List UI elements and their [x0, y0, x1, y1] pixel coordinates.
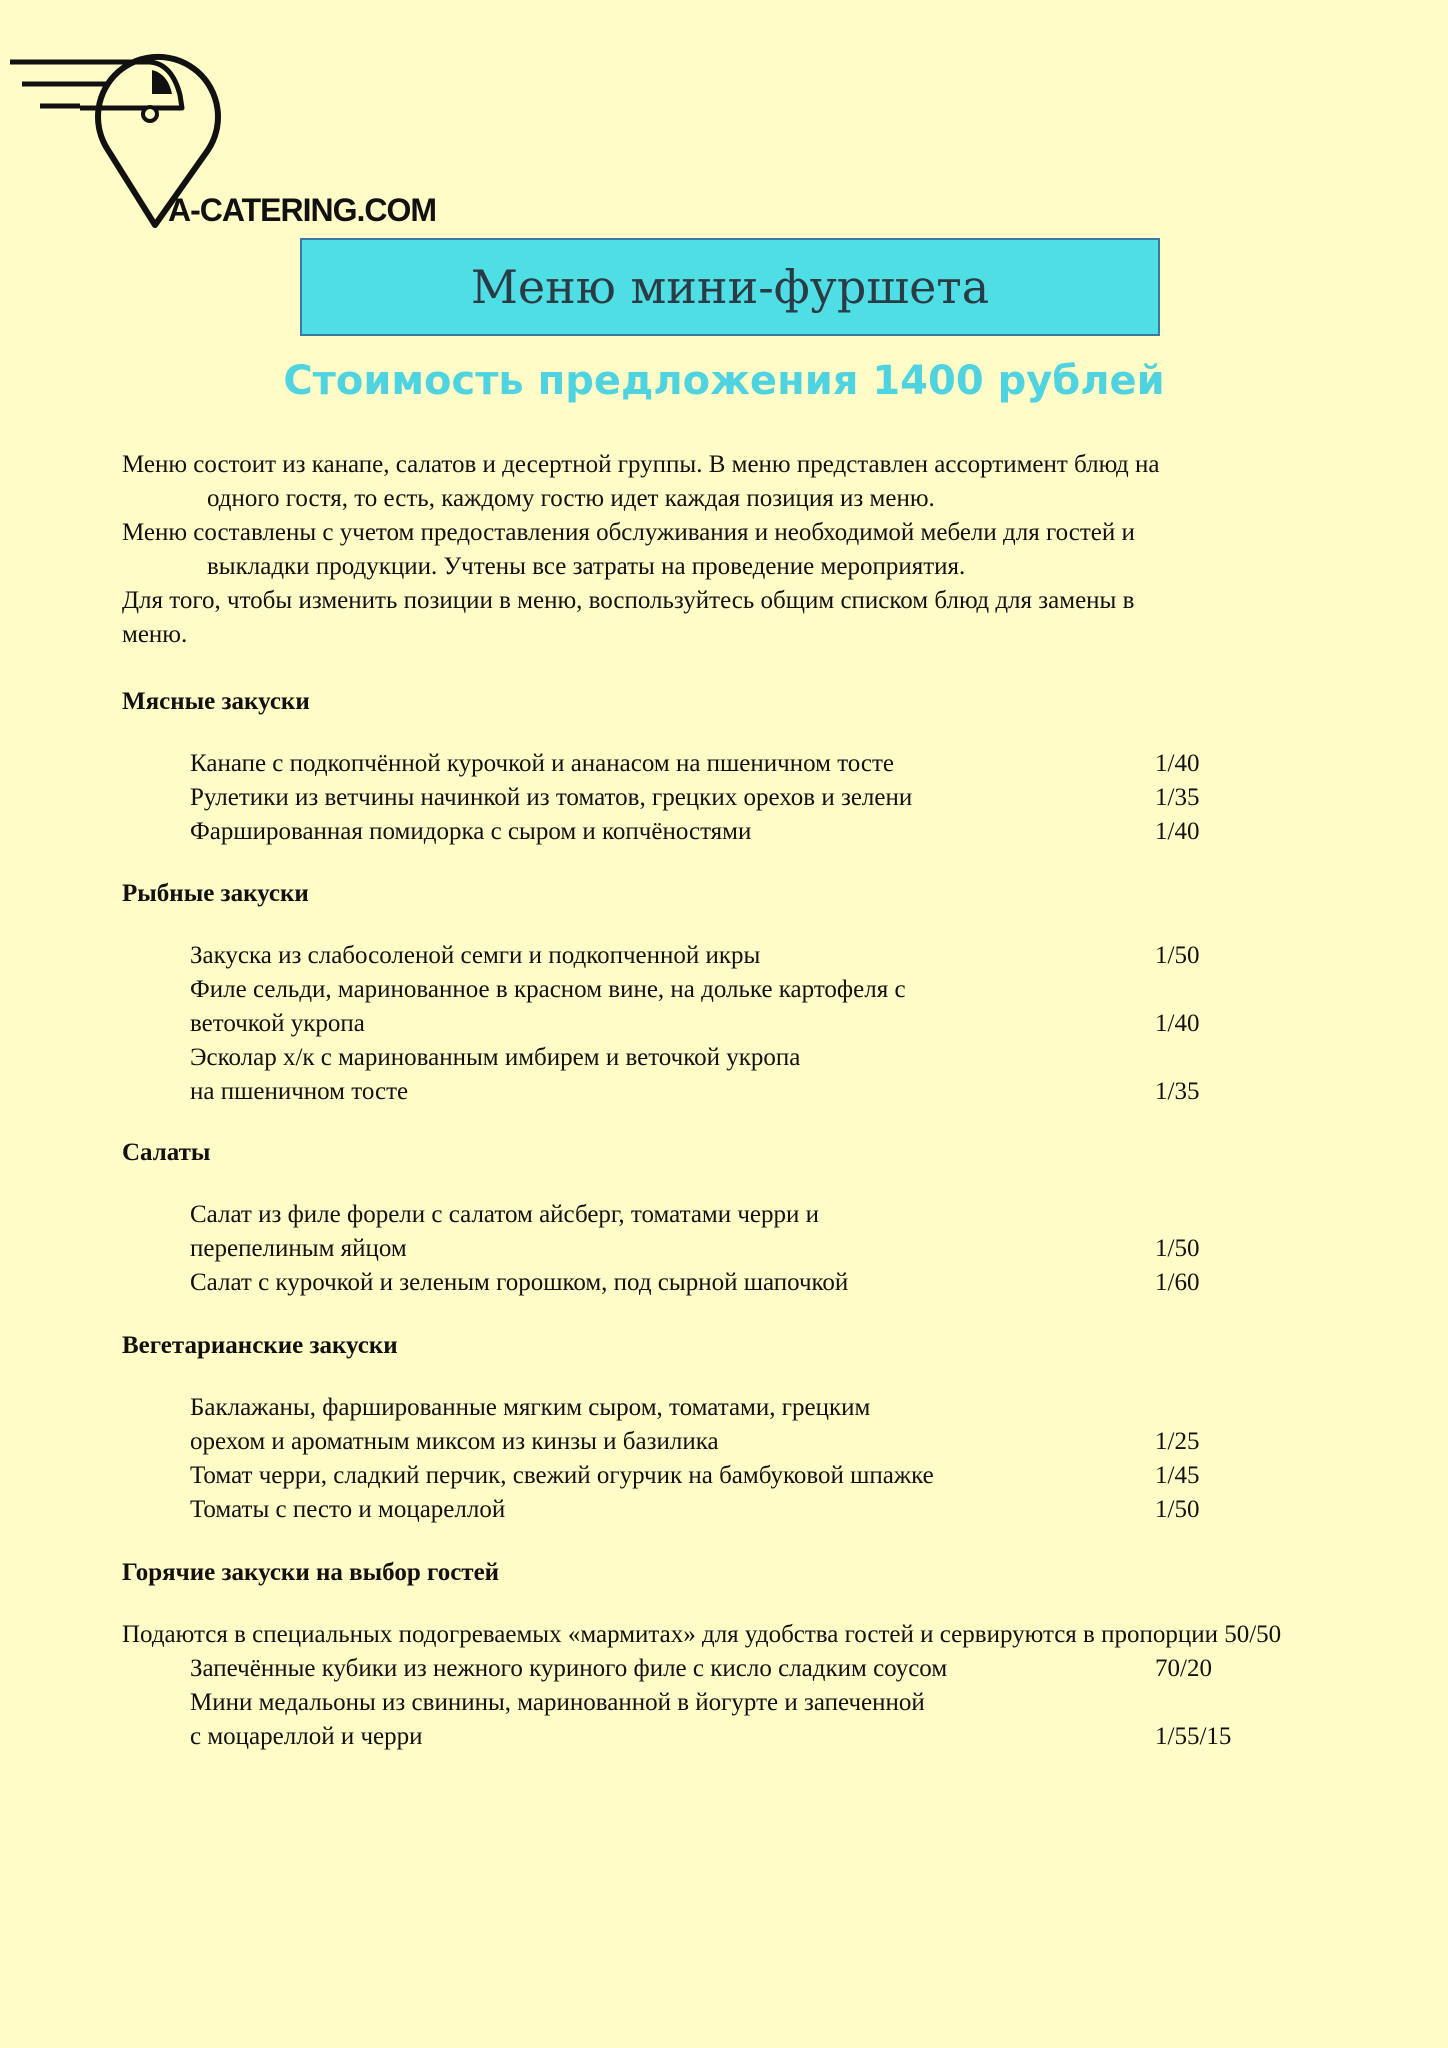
menu-title: Меню мини-фуршета [470, 260, 990, 314]
menu-item [190, 1686, 1302, 1754]
menu-item [190, 1391, 1302, 1459]
item-name: Закуска из слабосоленой семги и подкопченной икры [190, 942, 761, 969]
menu-item [190, 1652, 1302, 1686]
menu-item [190, 1198, 1302, 1266]
item-weight: 1/35 [1155, 784, 1200, 811]
item-list [122, 1391, 1302, 1527]
menu-item [190, 1493, 1302, 1527]
section-vegetarian [122, 1329, 1302, 1527]
item-weight: 1/50 [1155, 942, 1200, 969]
hot-description: Подаются в специальных подогреваемых «мармитах» для удобства гостей и сервируются в пропорции 50/50 [122, 1621, 1282, 1648]
menu-item [190, 973, 1302, 1041]
item-list [122, 747, 1302, 849]
intro-paragraph: Меню составлены с учетом предоставления обслуживания и необходимой мебели для гостей и выкладки продукции. Учтены все затраты на проведение мероприятия. [122, 519, 1135, 580]
section-salads [122, 1136, 1302, 1300]
item-list [122, 1652, 1302, 1754]
intro-paragraph: Меню состоит из канапе, салатов и десертной группы. В меню представлен ассортимент блюд на одного гостя, то есть, каждому гостю идет каждая позиция из меню. [122, 451, 1160, 512]
section-title: Рыбные закуски [122, 880, 309, 907]
item-name: Салат из филе форели с салатом айсберг, томатами черри и перепелиным яйцом [190, 1201, 820, 1262]
logo [0, 0, 440, 240]
item-name: Канапе с подкопчённой курочкой и ананасом на пшеничном тосте [190, 750, 895, 777]
menu-item [190, 815, 1302, 849]
section-title: Горячие закуски на выбор гостей [122, 1559, 500, 1586]
menu-item [190, 1266, 1302, 1300]
item-name: Томат черри, сладкий перчик, свежий огурчик на бамбуковой шпажке [190, 1462, 934, 1489]
item-name: Фаршированная помидорка с сыром и копчёностями [190, 818, 752, 845]
section-fish [122, 877, 1302, 1109]
item-name: Эсколар х/к с маринованным имбирем и веточкой укропа на пшеничном тосте [190, 1044, 801, 1105]
menu-item [190, 1041, 1302, 1109]
item-weight: 1/35 [1155, 1078, 1200, 1105]
intro-text [122, 448, 1362, 652]
intro-paragraph: Для того, чтобы изменить позиции в меню, воспользуйтесь общим списком блюд для замены в меню. [122, 587, 1135, 648]
item-weight: 1/60 [1155, 1269, 1200, 1296]
item-name: Филе сельди, маринованное в красном вине, на дольке картофеля с веточкой укропа [190, 976, 906, 1037]
item-name: Салат с курочкой и зеленым горошком, под сырной шапочкой [190, 1269, 849, 1296]
item-name: Запечённые кубики из нежного куриного филе с кисло сладким соусом [190, 1655, 948, 1682]
item-name: Рулетики из ветчины начинкой из томатов, грецких орехов и зелени [190, 784, 913, 811]
item-weight: 1/50 [1155, 1235, 1200, 1262]
item-weight: 1/45 [1155, 1462, 1200, 1489]
section-title: Салаты [122, 1139, 211, 1166]
item-weight: 1/25 [1155, 1428, 1200, 1455]
section-hot [122, 1556, 1302, 1754]
menu-title-box [300, 238, 1160, 336]
section-meat [122, 685, 1302, 849]
item-name: Мини медальоны из свинины, маринованной в йогурте и запеченной с моцареллой и черри [190, 1689, 925, 1750]
item-weight: 1/50 [1155, 1496, 1200, 1523]
menu-item [190, 747, 1302, 781]
item-name: Томаты с песто и моцареллой [190, 1496, 506, 1523]
item-weight: 1/40 [1155, 750, 1200, 777]
item-weight: 70/20 [1155, 1655, 1212, 1682]
item-list [122, 1198, 1302, 1300]
item-name: Баклажаны, фаршированные мягким сыром, томатами, грецким орехом и ароматным миксом из кинзы и базилика [190, 1394, 871, 1455]
menu-item [190, 1459, 1302, 1493]
menu-item [190, 939, 1302, 973]
section-title: Вегетарианские закуски [122, 1332, 398, 1359]
menu-item [190, 781, 1302, 815]
logo-text: A-CATERING.COM [168, 192, 437, 228]
item-weight: 1/55/15 [1155, 1723, 1232, 1750]
item-weight: 1/40 [1155, 1010, 1200, 1037]
item-list [122, 939, 1302, 1109]
section-title: Мясные закуски [122, 688, 310, 715]
item-weight: 1/40 [1155, 818, 1200, 845]
price-line: Стоимость предложения 1400 рублей [283, 358, 1165, 404]
